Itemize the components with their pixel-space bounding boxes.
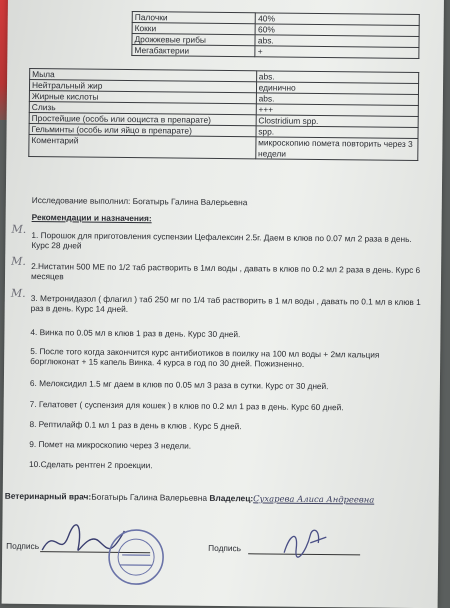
signatories-line xyxy=(5,491,375,505)
lab-results-table-top xyxy=(131,11,419,59)
row-value: abs. xyxy=(256,71,418,84)
table-row xyxy=(29,135,418,160)
recommendation-item: 10.Сделать рентген 2 проекции. xyxy=(29,458,153,471)
row-value: единично xyxy=(256,82,418,95)
owner-name: Сухарева Алиса Андреевна xyxy=(253,493,375,505)
owner-signature-icon xyxy=(280,523,330,564)
row-value: +++ xyxy=(256,104,418,117)
margin-mark: М. xyxy=(10,286,26,300)
row-key: Дрожжевые грибы xyxy=(132,34,256,46)
recommendation-item: 7. Гелатовет ( суспензия для кошек ) в клюв по 0.2 мл 1 раз в день. Курс 60 дней. xyxy=(29,398,344,413)
row-key: Нейтральный жир xyxy=(29,80,256,93)
recommendation-item: 9. Помет на микроскопию через 3 недели. xyxy=(29,438,192,451)
vet-name: Богатырь Галина Валерьевна xyxy=(91,491,208,503)
row-value: 60% xyxy=(256,24,420,37)
recommendation-item: 2.Нистатин 500 МЕ по 1/2 таб растворить в 1мл воды , давать в клюв по 0.2 мл 2 раза в день. Курс 6 месяцев xyxy=(30,260,421,282)
recommendation-item: 3. Метронидазол ( флагил ) таб 250 мг по 1/4 таб растворить в 1 мл воды , давать по 0.1 мл в клюв 1 раз в день. Курс 14 дней. xyxy=(30,292,421,314)
performed-by: Исследование выполнил: Богатырь Галина Валерьевна xyxy=(31,194,248,208)
recommendation-item: 6. Мелоксидил 1.5 мг даем в клюв по 0.05 мл 3 раза в сутки. Курс от 30 дней. xyxy=(29,377,329,392)
clinic-stamp-icon xyxy=(106,525,167,590)
margin-mark: М. xyxy=(11,254,27,268)
row-key: Коментарий xyxy=(29,135,256,159)
table-row xyxy=(132,45,419,59)
owner-label: Владелец: xyxy=(209,492,254,504)
recommendation-item: 5. После того когда закончится курс антибиотиков в поилку на 100 мл воды + 2мл кальция борглюконат + 15 капель Винка. 4 курса в год по 30 дней. Пожизненно. xyxy=(30,345,380,369)
row-value: abs. xyxy=(255,35,419,48)
row-value: spp. xyxy=(256,126,418,139)
margin-mark: М. xyxy=(11,222,27,236)
row-key: Кокки xyxy=(132,23,256,35)
row-value: микроскопию помета повторить через 3 недели xyxy=(255,137,418,160)
vet-label: Ветеринарный врач: xyxy=(4,490,92,502)
signature-label-owner: Подпись xyxy=(208,542,242,554)
row-key: Слизь xyxy=(29,102,256,115)
row-key: Мегабактерии xyxy=(132,45,256,57)
row-value: 40% xyxy=(256,13,420,26)
row-key: Жирные кислоты xyxy=(29,91,256,104)
recommendation-item: 4. Винка по 0.05 мл в клюв 1 раз в день. Курс 30 дней. xyxy=(30,326,241,340)
row-key: Простейшие (особь или ооциста в препарате) xyxy=(29,113,256,126)
recommendation-item: 1. Порошок для приготовления суспензии Цефалексин 2.5г. Даем в клюв по 0.07 мл 2 раза в день. Курс 28 дней xyxy=(31,229,412,251)
recommendations-title: Рекомендации и назначения: xyxy=(31,211,152,224)
row-key: Мыла xyxy=(30,68,257,81)
row-key: Палочки xyxy=(132,12,256,24)
row-value: abs. xyxy=(256,93,418,106)
signature-label-vet: Подпись xyxy=(6,540,40,552)
row-key: Гельминты (особь или яйцо в препарате) xyxy=(29,124,256,137)
lab-results-table-main xyxy=(28,68,419,161)
recommendation-item: 8. Рептилайф 0.1 мл 1 раз в день в клюв . Курс 5 дней. xyxy=(29,418,242,432)
row-value: Clostridium spp. xyxy=(256,115,418,128)
row-value: + xyxy=(255,46,419,59)
document-page xyxy=(2,0,444,608)
